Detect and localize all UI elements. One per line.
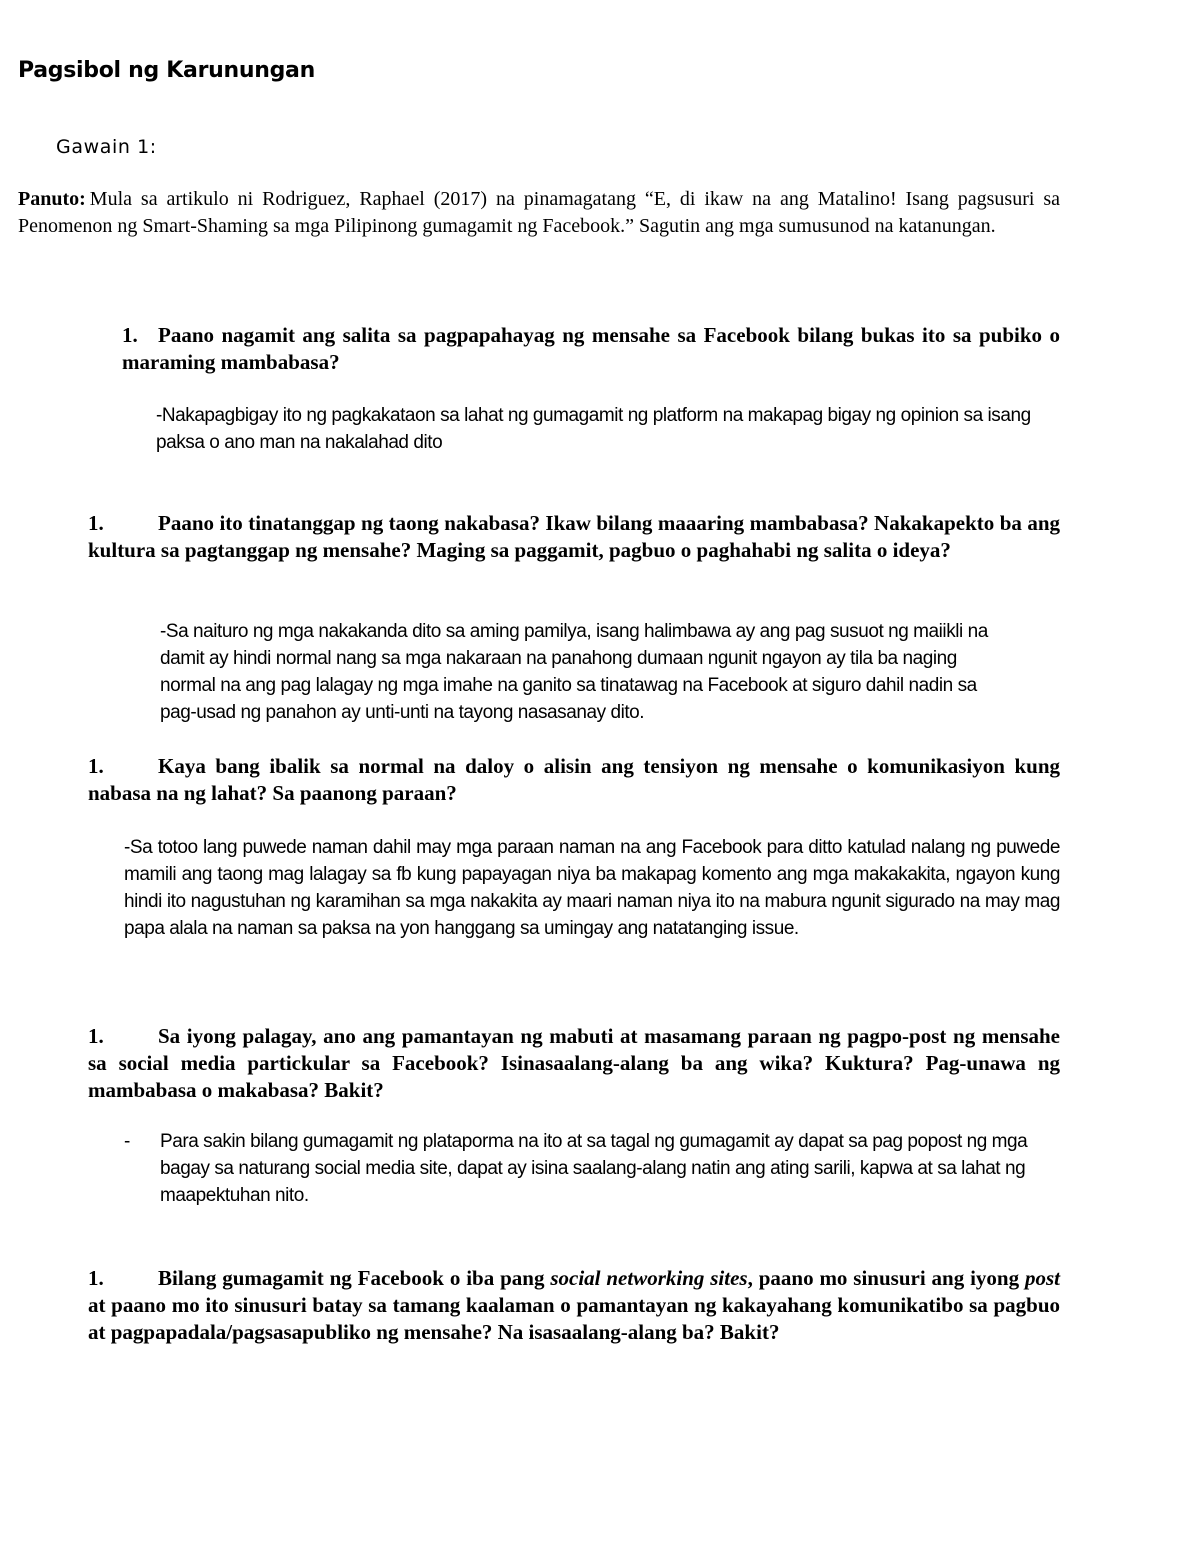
bullet-dash: - [124,1131,130,1152]
question-text: Sa iyong palagay, ano ang pamantayan ng mabuti at masamang paraan ng pagpo-post ng mensahe sa social media partickular sa Facebook? Isinasaalang-alang ba ang wika? Kuktura? Pag-unawa ng mambabasa o makabasa? Bakit? [88,1024,1060,1102]
question-number: 1. [88,1266,104,1290]
question-text: Paano ito tinatanggap ng taong nakabasa? Ikaw bilang maaaring mambabasa? Nakakapekto ba ang kultura sa pagtanggap ng mensahe? Maging sa paggamit, pagbuo o paghahabi ng salita o ideya? [88,511,1060,562]
answer-line: pag-usad ng panahon ay unti-unti na tayong nasasanay dito. [160,702,645,723]
instruction-text: Mula sa artikulo ni Rodriguez, Raphael (2017) na pinamagatang “E, di ikaw na ang Matalino! Isang pagsusuri sa Penomenon ng Smart-Shaming sa mga Pilipinong gumagamit ng Facebook.” Sagutin ang mga sumusunod na katanungan. [18,188,1060,237]
page-title: Pagsibol ng Karunungan [18,58,315,83]
answer-line: damit ay hindi normal nang sa mga nakaraan na panahong dumaan ngunit ngayon ay tila ba naging [160,648,957,669]
answer-text: Para sakin bilang gumagamit ng plataporma na ito at sa tagal ng gumagamit ay dapat sa pag popost ng mga bagay sa naturang social media site, dapat ay isina saalang-alang natin ang ating sarili, kapwa at sa lahat ng maapektuhan nito. [160,1131,1028,1206]
question-text: Kaya bang ibalik sa normal na daloy o alisin ang tensiyon ng mensahe o komunikasiyon kung nabasa na ng lahat? Sa paanong paraan? [88,754,1060,805]
answer-line: normal na ang pag lalagay ng mga imahe na ganito sa tinatawag na Facebook at siguro dahil nadin sa [160,675,977,696]
question-number: 1. [88,511,104,535]
answer-3: -Sa totoo lang puwede naman dahil may mga paraan naman na ang Facebook para ditto katulad nalang ng puwede mamili ang taong mag lalagay sa fb kung papayagan niya ba makapag komento ang mga makakakita, ngayon kung hindi ito nagustuhan ng karamihan sa mga nakakita ay maari naman niya ito na mabura ngunit sigurado na may mag papa alala na naman sa paksa na yon hanggang sa umingay ang natatanging issue. [124,837,1060,939]
question-number: 1. [88,1024,104,1048]
answer-line: -Sa naituro ng mga nakakanda dito sa aming pamilya, isang halimbawa ay ang pag susuot ng maiikli na [160,621,988,642]
activity-heading: Gawain 1: [56,136,157,158]
answer-text: -Nakapagbigay ito ng pagkakataon sa lahat ng gumagamit ng platform na makapag bigay ng opinion sa isang paksa o ano man na nakalahad dito [156,405,1031,453]
question-number: 1. [88,754,104,778]
question-emphasis: post [1024,1266,1060,1290]
answer-2 [160,618,1060,726]
question-text-part2: , paano mo sinusuri ang iyong [747,1266,1025,1290]
question-number: 1. [122,323,138,347]
question-5 [88,1265,1060,1346]
question-emphasis: social networking sites [550,1266,748,1290]
question-text: Paano nagamit ang salita sa pagpapahayag ng mensahe sa Facebook bilang bukas ito sa pubiko o maraming mambabasa? [122,323,1060,374]
instructions [18,186,1060,240]
answer-4 [124,1128,1060,1209]
instruction-label: Panuto: [18,188,86,210]
question-3 [88,753,1060,807]
answer-1 [122,402,1060,456]
question-4 [88,1023,1060,1104]
question-text-part3: at paano mo ito sinusuri batay sa tamang kaalaman o pamantayan ng kakayahang komunikatibo sa pagbuo at pagpapadala/pagsasapubliko ng mensahe? Na isasaalang-alang ba? Bakit? [88,1293,1060,1344]
question-1 [122,322,1060,376]
question-text-part1: Bilang gumagamit ng Facebook o iba pang [158,1266,551,1290]
question-2 [88,510,1060,564]
